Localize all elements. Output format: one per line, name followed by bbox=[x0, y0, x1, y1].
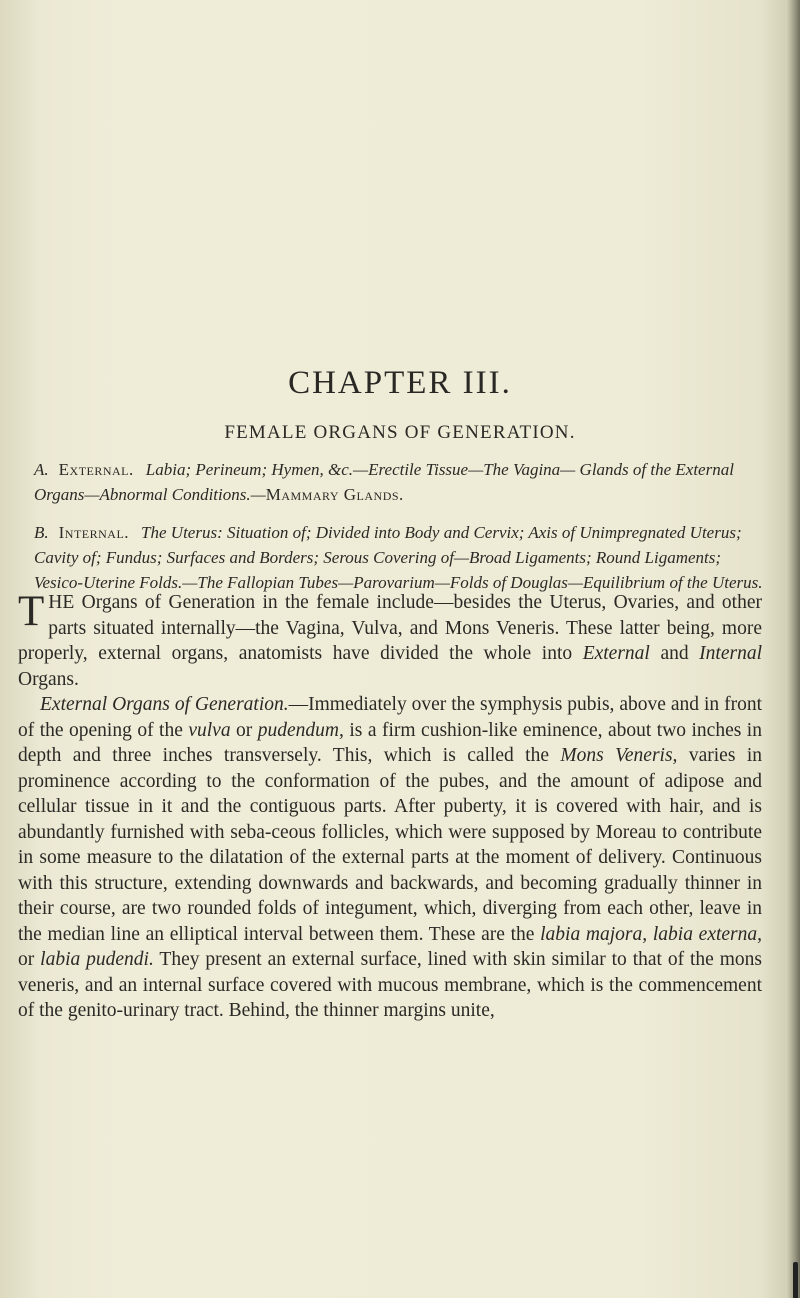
intro-em-external: External bbox=[582, 643, 650, 664]
chapter-heading: CHAPTER III. bbox=[288, 365, 512, 401]
page-edge bbox=[786, 0, 800, 1298]
paragraph-external-organs bbox=[18, 692, 762, 1024]
p2-em-pudendum: pudendum, bbox=[257, 719, 344, 741]
synopsis-a-head: External. bbox=[58, 460, 134, 479]
p2-text-1: —Immediately over the symphysis pubis, above and in front of the opening of the bbox=[18, 694, 762, 741]
synopsis-a-text: Labia; Perineum; Hymen, &c.—Erectile Tissue—The Vagina— Glands of the External Organs—Abnormal Conditions.— bbox=[34, 460, 734, 504]
edge-mark bbox=[793, 1262, 798, 1298]
drop-cap: T bbox=[18, 588, 45, 635]
synopsis-b-head: Internal. bbox=[58, 523, 130, 542]
p2-em-mons: Mons Veneris, bbox=[560, 745, 678, 766]
synopsis-a-key: A. bbox=[34, 460, 49, 479]
p2-text-4: varies in prominence according to the conformation of the pubes, and the amount of adipose and cellular tissue in it and the contiguous parts. After puberty, it is covered with hair, and is abundantly furnished with seba-ceous follicles, which were supposed by Moreau to contribute in some measure to the dilatation of the external parts at the moment of delivery. Continuous with this structure, extending downwards and backwards, and becoming gradually thinner in their course, are two rounded folds of integument, which, diverging from each other, leave in the median line an elliptical interval between them. These are the bbox=[18, 745, 762, 945]
external-organs-heading: External Organs of Generation. bbox=[40, 694, 289, 715]
intro-end: Organs. bbox=[18, 668, 79, 690]
p2-text-3: is a firm cushion-like eminence, about two inches in depth and three inches transversely. This, which is called the bbox=[18, 719, 762, 766]
synopsis-internal bbox=[34, 520, 774, 595]
synopsis-a-tail: Mammary Glands. bbox=[265, 485, 404, 504]
p2-em-labia-pudendi: labia pudendi. bbox=[40, 949, 154, 970]
p2-em-vulva: vulva bbox=[188, 719, 231, 741]
paragraph-intro bbox=[18, 590, 762, 692]
synopsis-b-text: The Uterus: Situation of; Divided into Body and Cervix; Axis of Unimpregnated Uterus; Cavity of; Fundus; Surfaces and Borders; Serous Covering of—Broad Ligaments; Round Ligaments; Vesico-Uterine Folds.—The Fallopian Tubes—Parovarium—Folds of Douglas—Equilibrium of the Uterus. bbox=[34, 523, 763, 592]
synopsis-b-key: B. bbox=[34, 523, 49, 542]
synopsis-external bbox=[34, 457, 774, 507]
intro-lead: HE Organs of Generation in the female include—besides the Uterus, Ovaries, and other parts situated internally—the Vagina, Vulva, and Mons Veneris. These latter being, more properly, external organs, anatomists have divided the whole into bbox=[18, 592, 762, 664]
p2-text-6: They present an external surface, lined with skin similar to that of the mons veneris, and an internal surface covered with mucous membrane, which is the commencement of the genito-urinary tract. Behind, the thinner margins unite, bbox=[18, 949, 762, 1021]
intro-mid: and bbox=[649, 643, 700, 664]
intro-em-internal: Internal bbox=[699, 643, 762, 664]
body-text bbox=[18, 590, 762, 1024]
p2-text-5: or bbox=[18, 949, 41, 970]
p2-em-labia-majora: labia majora, labia externa, bbox=[540, 923, 763, 945]
p2-text-2: or bbox=[230, 719, 258, 741]
section-title: FEMALE ORGANS OF GENERATION. bbox=[224, 422, 576, 443]
